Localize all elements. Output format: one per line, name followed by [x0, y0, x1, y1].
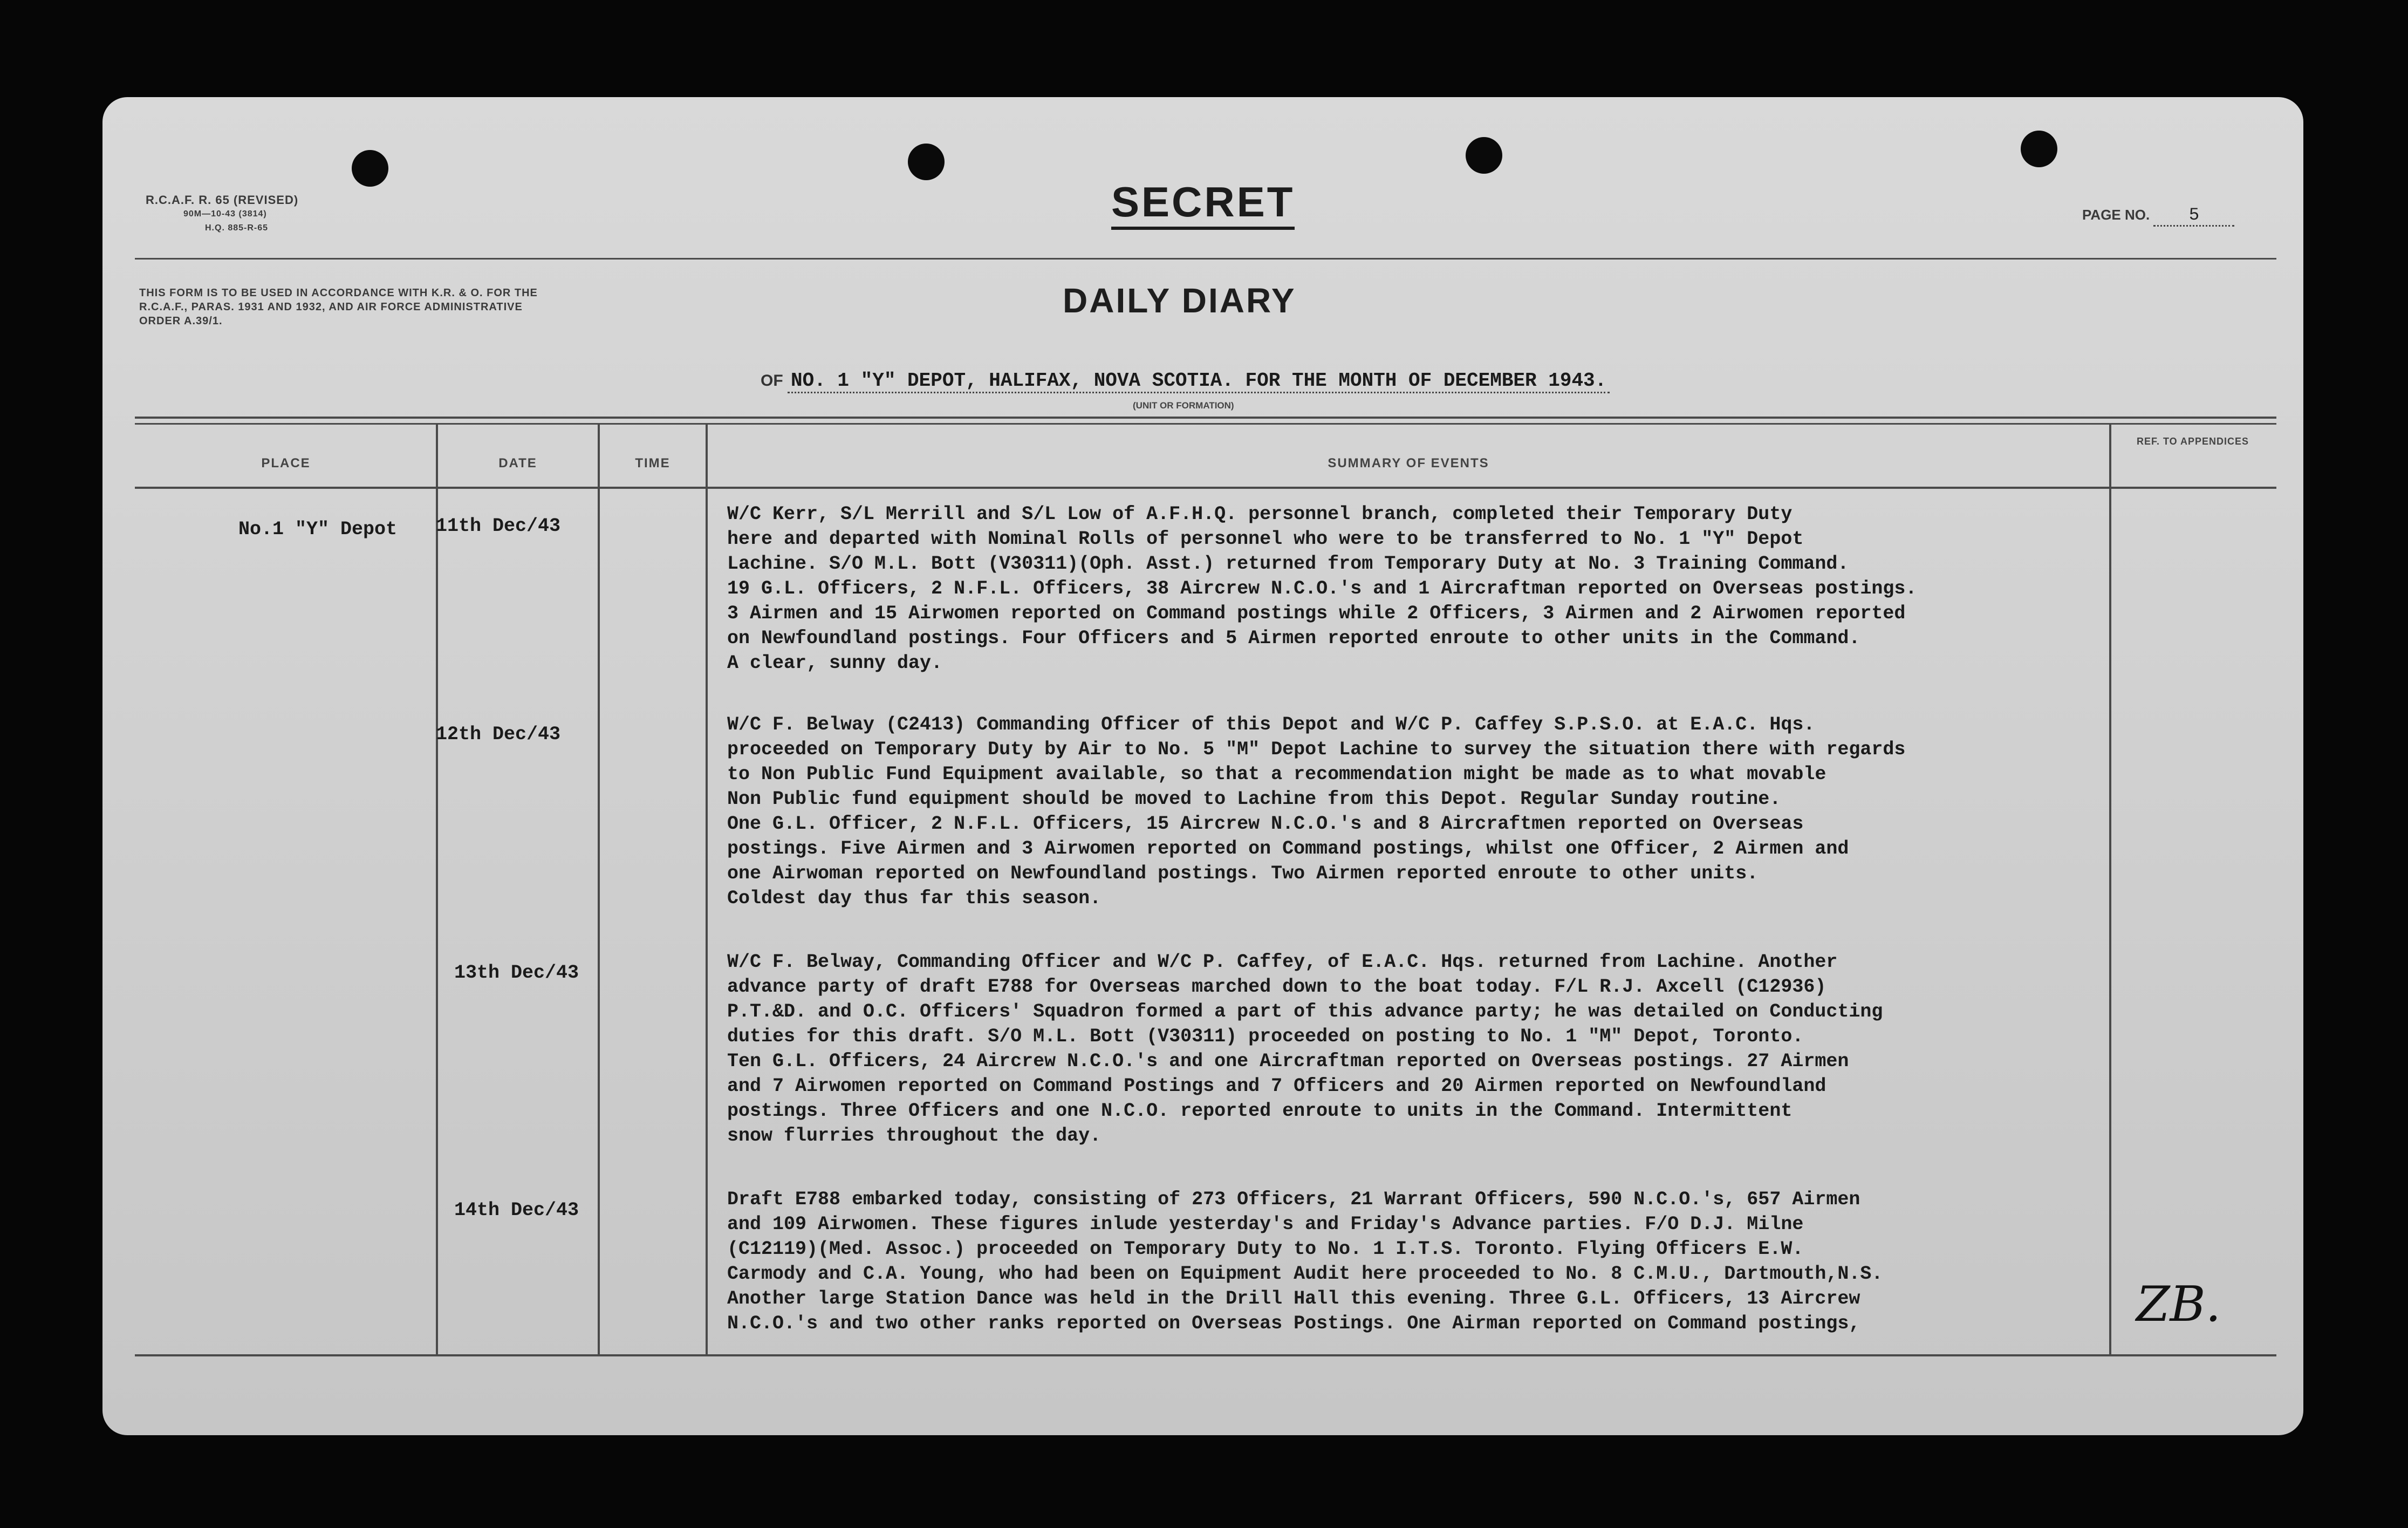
punch-hole	[352, 150, 388, 187]
security-classification: SECRET	[1111, 178, 1295, 230]
form-reference	[146, 193, 298, 235]
form-reference-line: 90M—10-43 (3814)	[183, 209, 267, 219]
diary-sheet	[102, 97, 2303, 1435]
summary-entry	[727, 950, 1883, 1148]
summary-line: P.T.&D. and O.C. Officers' Squadron formed a part of this advance party; he was detailed on Conducting	[727, 1001, 1883, 1022]
form-reference-line: H.Q. 885-R-65	[205, 223, 269, 233]
summary-line: Carmody and C.A. Young, who had been on Equipment Audit here proceeded to No. 8 C.M.U., Dartmouth,N.S.	[727, 1263, 1883, 1285]
summary-line: postings. Three Officers and one N.C.O. reported enroute to units in the Command. Intermittent	[727, 1100, 1793, 1122]
summary-entry	[727, 502, 1917, 676]
summary-line: Ten G.L. Officers, 24 Aircrew N.C.O.'s and one Aircraftman reported on Overseas postings. 27 Airmen	[727, 1050, 1849, 1072]
summary-line: A clear, sunny day.	[727, 652, 943, 674]
summary-entry	[727, 712, 1905, 911]
summary-line: (C12119)(Med. Assoc.) proceeded on Temporary Duty to No. 1 I.T.S. Toronto. Flying Officers E.W.	[727, 1238, 1804, 1260]
summary-line: snow flurries throughout the day.	[727, 1125, 1102, 1147]
place-cell: No.1 "Y" Depot	[238, 519, 398, 540]
form-reference-line: R.C.A.F. R. 65 (REVISED)	[146, 193, 299, 207]
page-number-label: PAGE NO.	[2082, 207, 2150, 223]
unit-name: NO. 1 "Y" DEPOT, HALIFAX, NOVA SCOTIA. FOR THE MONTH OF DECEMBER 1943.	[788, 370, 1610, 393]
date-cell: 11th Dec/43	[436, 515, 561, 537]
summary-line: Lachine. S/O M.L. Bott (V30311)(Oph. Asst.) returned from Temporary Duty at No. 3 Training Command.	[727, 553, 1849, 575]
summary-entry	[727, 1187, 1883, 1336]
column-header-time: TIME	[635, 456, 671, 470]
summary-line: 19 G.L. Officers, 2 N.F.L. Officers, 38 Aircrew N.C.O.'s and 1 Aircraftman reported on Overseas postings.	[727, 578, 1917, 599]
punch-hole	[1466, 137, 1502, 174]
summary-line: N.C.O.'s and two other ranks reported on Overseas Postings. One Airman reported on Command postings,	[727, 1313, 1860, 1334]
summary-line: Coldest day thus far this season.	[727, 888, 1102, 909]
table-top-rule	[135, 417, 2276, 419]
summary-line: advance party of draft E788 for Overseas marched down to the boat today. F/L R.J. Axcell (C12936)	[727, 976, 1826, 998]
column-header-place: PLACE	[261, 456, 311, 470]
column-divider	[2109, 423, 2111, 1354]
summary-line: duties for this draft. S/O M.L. Bott (V30311) proceeded on posting to No. 1 "M" Depot, Toronto.	[727, 1026, 1804, 1047]
unit-prefix: OF	[761, 372, 783, 390]
unit-line	[761, 370, 1610, 392]
unit-caption: (UNIT OR FORMATION)	[1133, 400, 1234, 411]
column-header-summary: SUMMARY OF EVENTS	[1328, 456, 1489, 470]
column-divider	[598, 423, 600, 1354]
column-divider	[436, 423, 438, 1354]
summary-line: one Airwoman reported on Newfoundland postings. Two Airmen reported enroute to other units.	[727, 863, 1759, 884]
punch-hole	[908, 144, 945, 180]
column-header-rule	[135, 487, 2276, 489]
appendix-initials: ZB.	[2136, 1276, 2221, 1333]
column-header-appendices: REF. TO APPENDICES	[2136, 436, 2249, 447]
summary-line: and 7 Airwomen reported on Command Postings and 7 Officers and 20 Airmen reported on Newfoundland	[727, 1075, 1826, 1097]
summary-line: and 109 Airwomen. These figures inlude yesterday's and Friday's Advance parties. F/O D.J. Milne	[727, 1213, 1804, 1235]
summary-line: W/C F. Belway, Commanding Officer and W/C P. Caffey, of E.A.C. Hqs. returned from Lachine. Another	[727, 951, 1838, 973]
summary-line: W/C Kerr, S/L Merrill and S/L Low of A.F.H.Q. personnel branch, completed their Temporary Duty	[727, 503, 1793, 525]
punch-hole	[2021, 131, 2057, 167]
column-header-date: DATE	[498, 456, 537, 470]
page-number	[2082, 205, 2234, 227]
summary-line: postings. Five Airmen and 3 Airwomen reported on Command postings, whilst one Officer, 2 Airmen and	[727, 838, 1849, 860]
date-cell: 12th Dec/43	[436, 724, 561, 745]
summary-line: to Non Public Fund Equipment available, so that a recommendation might be made as to what movable	[727, 763, 1826, 785]
summary-line: 3 Airmen and 15 Airwomen reported on Command postings while 2 Officers, 3 Airmen and 2 Airwomen reported	[727, 603, 1906, 624]
page-number-value: 5	[2153, 205, 2234, 227]
summary-line: Draft E788 embarked today, consisting of 273 Officers, 21 Warrant Officers, 590 N.C.O.'s, 657 Airmen	[727, 1189, 1860, 1210]
summary-line: Another large Station Dance was held in the Drill Hall this evening. Three G.L. Officers, 13 Aircrew	[727, 1288, 1860, 1309]
date-cell: 14th Dec/43	[454, 1199, 579, 1221]
summary-line: One G.L. Officer, 2 N.F.L. Officers, 15 Aircrew N.C.O.'s and 8 Aircraftmen reported on Overseas	[727, 813, 1804, 835]
usage-note: THIS FORM IS TO BE USED IN ACCORDANCE WITH K.R. & O. FOR THE R.C.A.F., PARAS. 1931 AND 1932, AND AIR FORCE ADMINISTRATIVE ORDER A.39/1.	[139, 287, 538, 327]
column-divider	[706, 423, 708, 1354]
table-top-rule	[135, 423, 2276, 425]
summary-line: Non Public fund equipment should be moved to Lachine from this Depot. Regular Sunday routine.	[727, 788, 1781, 810]
summary-line: here and departed with Nominal Rolls of personnel who were to be transferred to No. 1 "Y" Depot	[727, 528, 1804, 550]
table-bottom-rule	[135, 1354, 2276, 1356]
header-rule	[135, 258, 2276, 260]
summary-line: W/C F. Belway (C2413) Commanding Officer of this Depot and W/C P. Caffey S.P.S.O. at E.A.C. Hqs.	[727, 714, 1815, 735]
date-cell: 13th Dec/43	[454, 962, 579, 984]
summary-line: on Newfoundland postings. Four Officers and 5 Airmen reported enroute to other units in the Command.	[727, 627, 1860, 649]
summary-line: proceeded on Temporary Duty by Air to No. 5 "M" Depot Lachine to survey the situation there with regards	[727, 739, 1906, 760]
page-title: DAILY DIARY	[1063, 281, 1296, 320]
